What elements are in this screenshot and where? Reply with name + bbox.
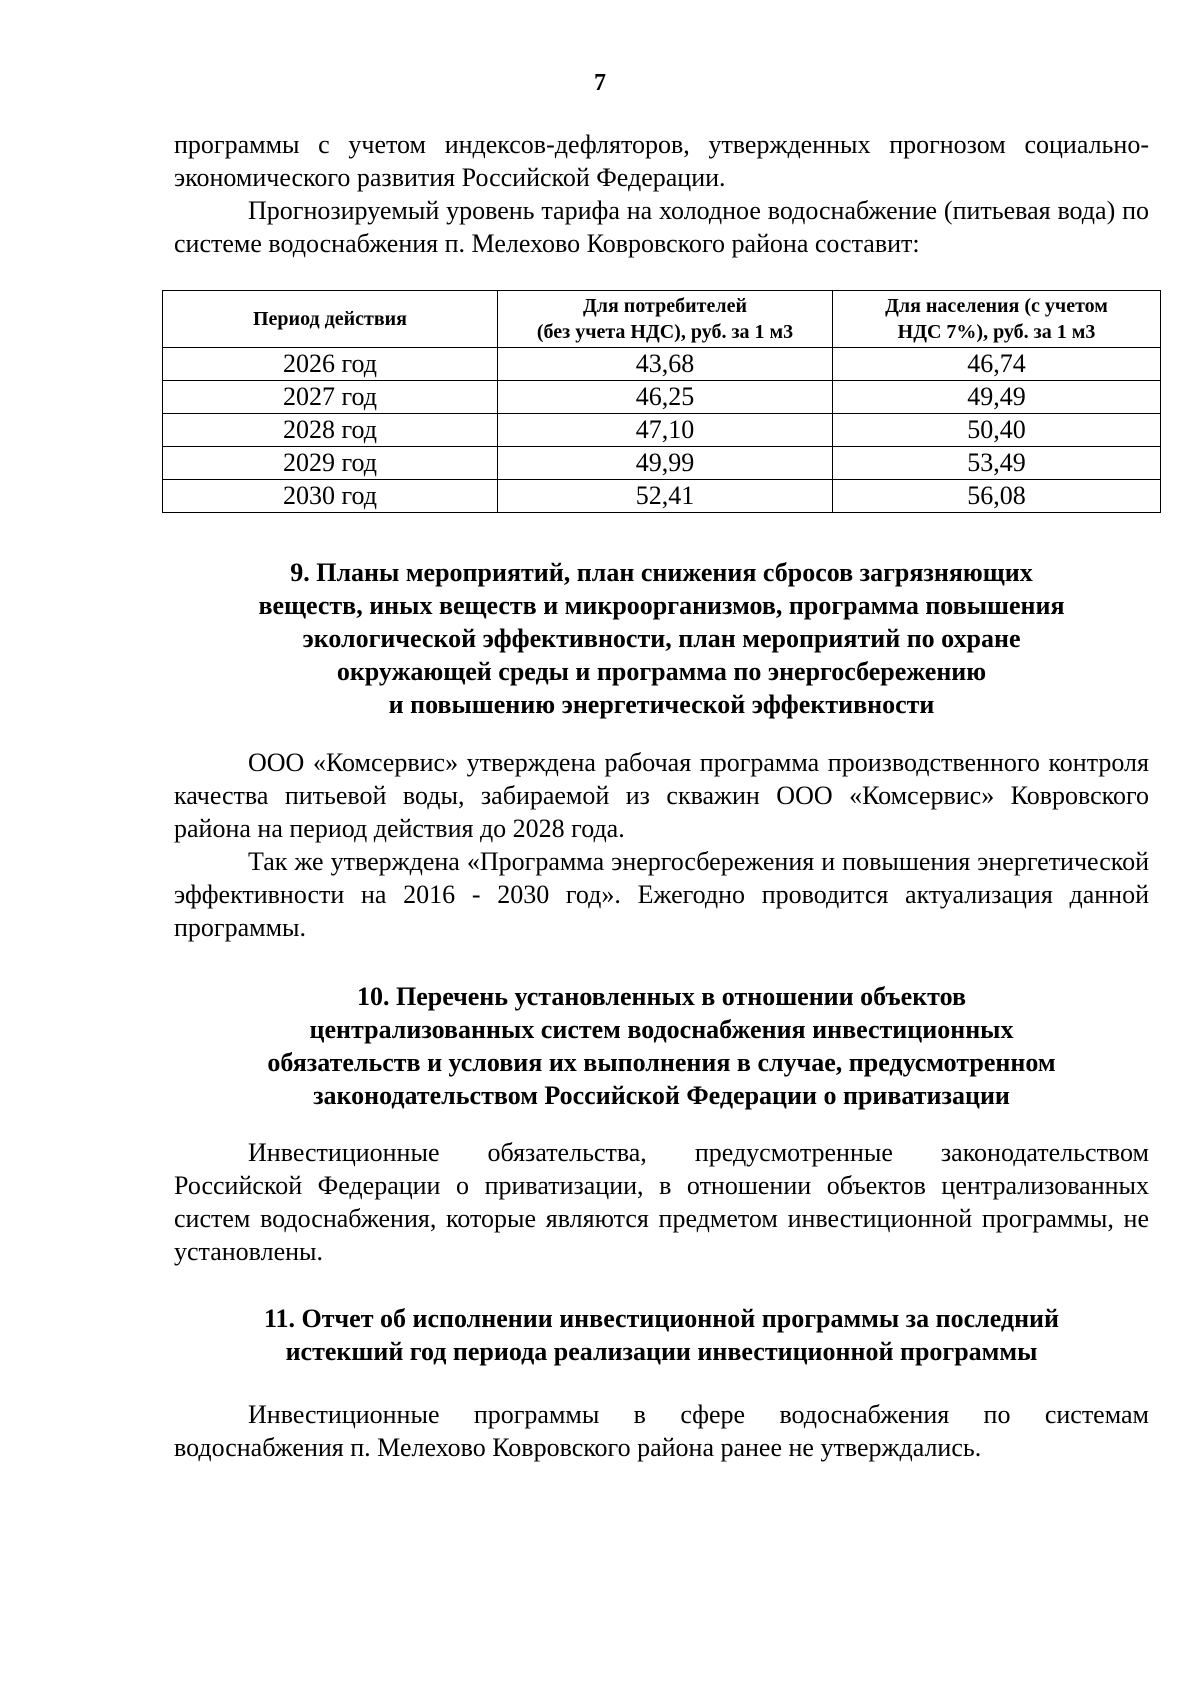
cell-consumers: 43,68 xyxy=(498,348,833,381)
cell-consumers: 46,25 xyxy=(498,381,833,414)
table-header-row xyxy=(163,291,1161,348)
section-11-paragraph-1: Инвестиционные программы в сфере водоснабжения по системам водоснабжения п. Мелехово Ковровского района ранее не утверждались. xyxy=(174,1400,1149,1462)
table-row xyxy=(163,480,1161,513)
section-10-heading-line: обязательств и условия их выполнения в случае, предусмотренном xyxy=(267,1048,1056,1077)
intro-block xyxy=(174,128,1149,260)
cell-period: 2030 год xyxy=(163,480,498,513)
header-population-line1: Для населения (с учетом xyxy=(885,295,1108,317)
cell-population: 46,74 xyxy=(833,348,1161,381)
section-11-heading-line: 11. Отчет об исполнении инвестиционной программы за последний xyxy=(263,1304,1060,1333)
cell-consumers: 49,99 xyxy=(498,447,833,480)
cell-consumers: 47,10 xyxy=(498,414,833,447)
section-9-heading-line: 9. Планы мероприятий, план снижения сбросов загрязняющих xyxy=(290,558,1033,587)
section-10-heading-line: законодательством Российской Федерации о приватизации xyxy=(313,1081,1010,1110)
tariff-table xyxy=(162,290,1161,513)
section-10-body xyxy=(174,1136,1149,1268)
section-9-heading xyxy=(174,556,1149,721)
table-row xyxy=(163,447,1161,480)
cell-period: 2027 год xyxy=(163,381,498,414)
cell-population: 49,49 xyxy=(833,381,1161,414)
section-11-heading xyxy=(174,1302,1149,1368)
section-9-heading-line: веществ, иных веществ и микроорганизмов, программа повышения xyxy=(258,591,1065,620)
section-11-body xyxy=(174,1398,1149,1464)
cell-consumers: 52,41 xyxy=(498,480,833,513)
header-period: Период действия xyxy=(163,291,498,348)
table-row xyxy=(163,348,1161,381)
cell-period: 2026 год xyxy=(163,348,498,381)
section-10-paragraph-1: Инвестиционные обязательства, предусмотренные законодательством Российской Федерации о приватизации, в отношении объектов централизованных систем водоснабжения, которые являются предметом инвестиционной программы, не установлены. xyxy=(174,1138,1149,1266)
section-10-heading-line: централизованных систем водоснабжения инвестиционных xyxy=(309,1015,1014,1044)
section-11-heading-line: истекший год периода реализации инвестиционной программы xyxy=(285,1337,1038,1366)
header-population xyxy=(833,291,1161,348)
intro-paragraph-1: программы с учетом индексов-дефляторов, утвержденных прогнозом социально-экономического развития Российской Федерации. xyxy=(174,130,1149,192)
section-9-heading-line: экологической эффективности, план мероприятий по охране xyxy=(302,624,1021,653)
header-consumers-line2: (без учета НДС), руб. за 1 м3 xyxy=(536,321,794,343)
cell-population: 53,49 xyxy=(833,447,1161,480)
page-number: 7 xyxy=(594,70,606,96)
cell-population: 56,08 xyxy=(833,480,1161,513)
cell-period: 2028 год xyxy=(163,414,498,447)
cell-period: 2029 год xyxy=(163,447,498,480)
section-9-paragraph-2: Так же утверждена «Программа энергосбережения и повышения энергетической эффективности на 2016 - 2030 год». Ежегодно проводится актуализация данной программы. xyxy=(174,847,1149,942)
section-10-heading xyxy=(174,980,1149,1112)
section-9-heading-line: окружающей среды и программа по энергосбережению xyxy=(336,657,987,686)
intro-paragraph-2: Прогнозируемый уровень тарифа на холодное водоснабжение (питьевая вода) по системе водоснабжения п. Мелехово Ковровского района составит: xyxy=(174,196,1149,258)
section-9-paragraph-1: ООО «Комсервис» утверждена рабочая программа производственного контроля качества питьевой воды, забираемой из скважин ООО «Комсервис» Ковровского района на период действия до 2028 года. xyxy=(174,748,1149,843)
section-9-body xyxy=(174,746,1149,944)
header-consumers-line1: Для потребителей xyxy=(583,295,747,317)
table-row xyxy=(163,414,1161,447)
section-9-heading-line: и повышению энергетической эффективности xyxy=(388,690,935,719)
header-consumers xyxy=(498,291,833,348)
table-row xyxy=(163,381,1161,414)
cell-population: 50,40 xyxy=(833,414,1161,447)
section-10-heading-line: 10. Перечень установленных в отношении объектов xyxy=(356,982,967,1011)
header-population-line2: НДС 7%), руб. за 1 м3 xyxy=(897,321,1096,343)
